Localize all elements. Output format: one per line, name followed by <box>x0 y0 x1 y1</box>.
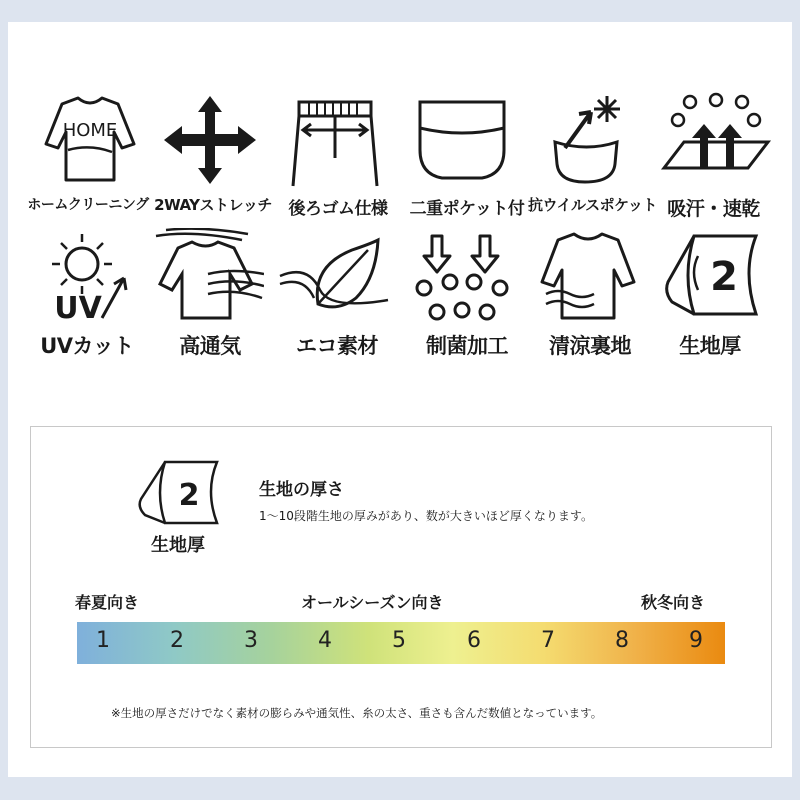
feature-label: エコ素材 <box>296 334 378 358</box>
breathable-shirt-icon <box>152 228 264 324</box>
eco-leaf-icon <box>278 236 390 320</box>
scale-right-label: 秋冬向き <box>641 593 706 612</box>
legend-description: 1～10段階生地の厚みがあり、数が大きいほど厚くなります。 <box>259 509 593 523</box>
svg-text:2: 2 <box>710 254 738 300</box>
scale-number: 9 <box>689 628 703 653</box>
feature-label: 後ろゴム仕様 <box>288 199 388 219</box>
home-cleaning-shirt-icon <box>40 92 140 187</box>
antibacterial-icon <box>412 232 512 324</box>
four-way-arrows-icon <box>160 94 260 186</box>
elastic-waist-pants-icon <box>285 98 385 188</box>
svg-text:2: 2 <box>178 478 200 513</box>
legend-note: ※生地の厚さだけでなく素材の膨らみや通気性、糸の太さ、重さも含んだ数値となっています。 <box>111 706 603 720</box>
scale-center-label: オールシーズン向き <box>301 593 444 612</box>
svg-text:UV: UV <box>54 291 102 322</box>
feature-label: 制菌加工 <box>426 334 508 358</box>
scale-number: 3 <box>244 628 258 653</box>
scale-number: 5 <box>392 628 406 653</box>
scale-number: 1 <box>96 628 110 653</box>
feature-label: ホームクリーニング <box>27 197 149 213</box>
double-pocket-icon <box>412 98 512 182</box>
thickness-legend-panel <box>30 426 772 748</box>
scale-left-label: 春夏向き <box>75 593 140 612</box>
scale-number: 7 <box>541 628 555 653</box>
feature-label: 生地厚 <box>679 334 741 358</box>
fabric-thickness-icon <box>135 459 221 527</box>
sweat-absorb-quick-dry-icon <box>660 92 772 184</box>
legend-icon-label: 生地厚 <box>151 535 205 556</box>
feature-label: 2WAYストレッチ <box>154 196 272 214</box>
svg-text:HOME: HOME <box>62 120 118 141</box>
feature-label: 清涼裏地 <box>549 334 631 358</box>
uv-cut-sun-icon <box>42 230 134 322</box>
scale-number: 4 <box>318 628 332 653</box>
fabric-thickness-icon <box>660 232 764 322</box>
legend-title: 生地の厚さ <box>259 480 344 500</box>
feature-label: 高通気 <box>179 334 241 358</box>
scale-number: 2 <box>170 628 184 653</box>
cool-lining-shirt-icon <box>538 230 638 324</box>
feature-label: 吸汗・速乾 <box>667 198 760 220</box>
thickness-scale-bar <box>77 622 725 664</box>
scale-number: 6 <box>467 628 481 653</box>
feature-label: UVカット <box>40 334 134 358</box>
scale-number: 8 <box>615 628 629 653</box>
feature-label: 抗ウイルスポケット <box>528 196 657 214</box>
feature-label: 二重ポケット付 <box>409 199 525 219</box>
antiviral-pocket-icon <box>545 92 635 187</box>
